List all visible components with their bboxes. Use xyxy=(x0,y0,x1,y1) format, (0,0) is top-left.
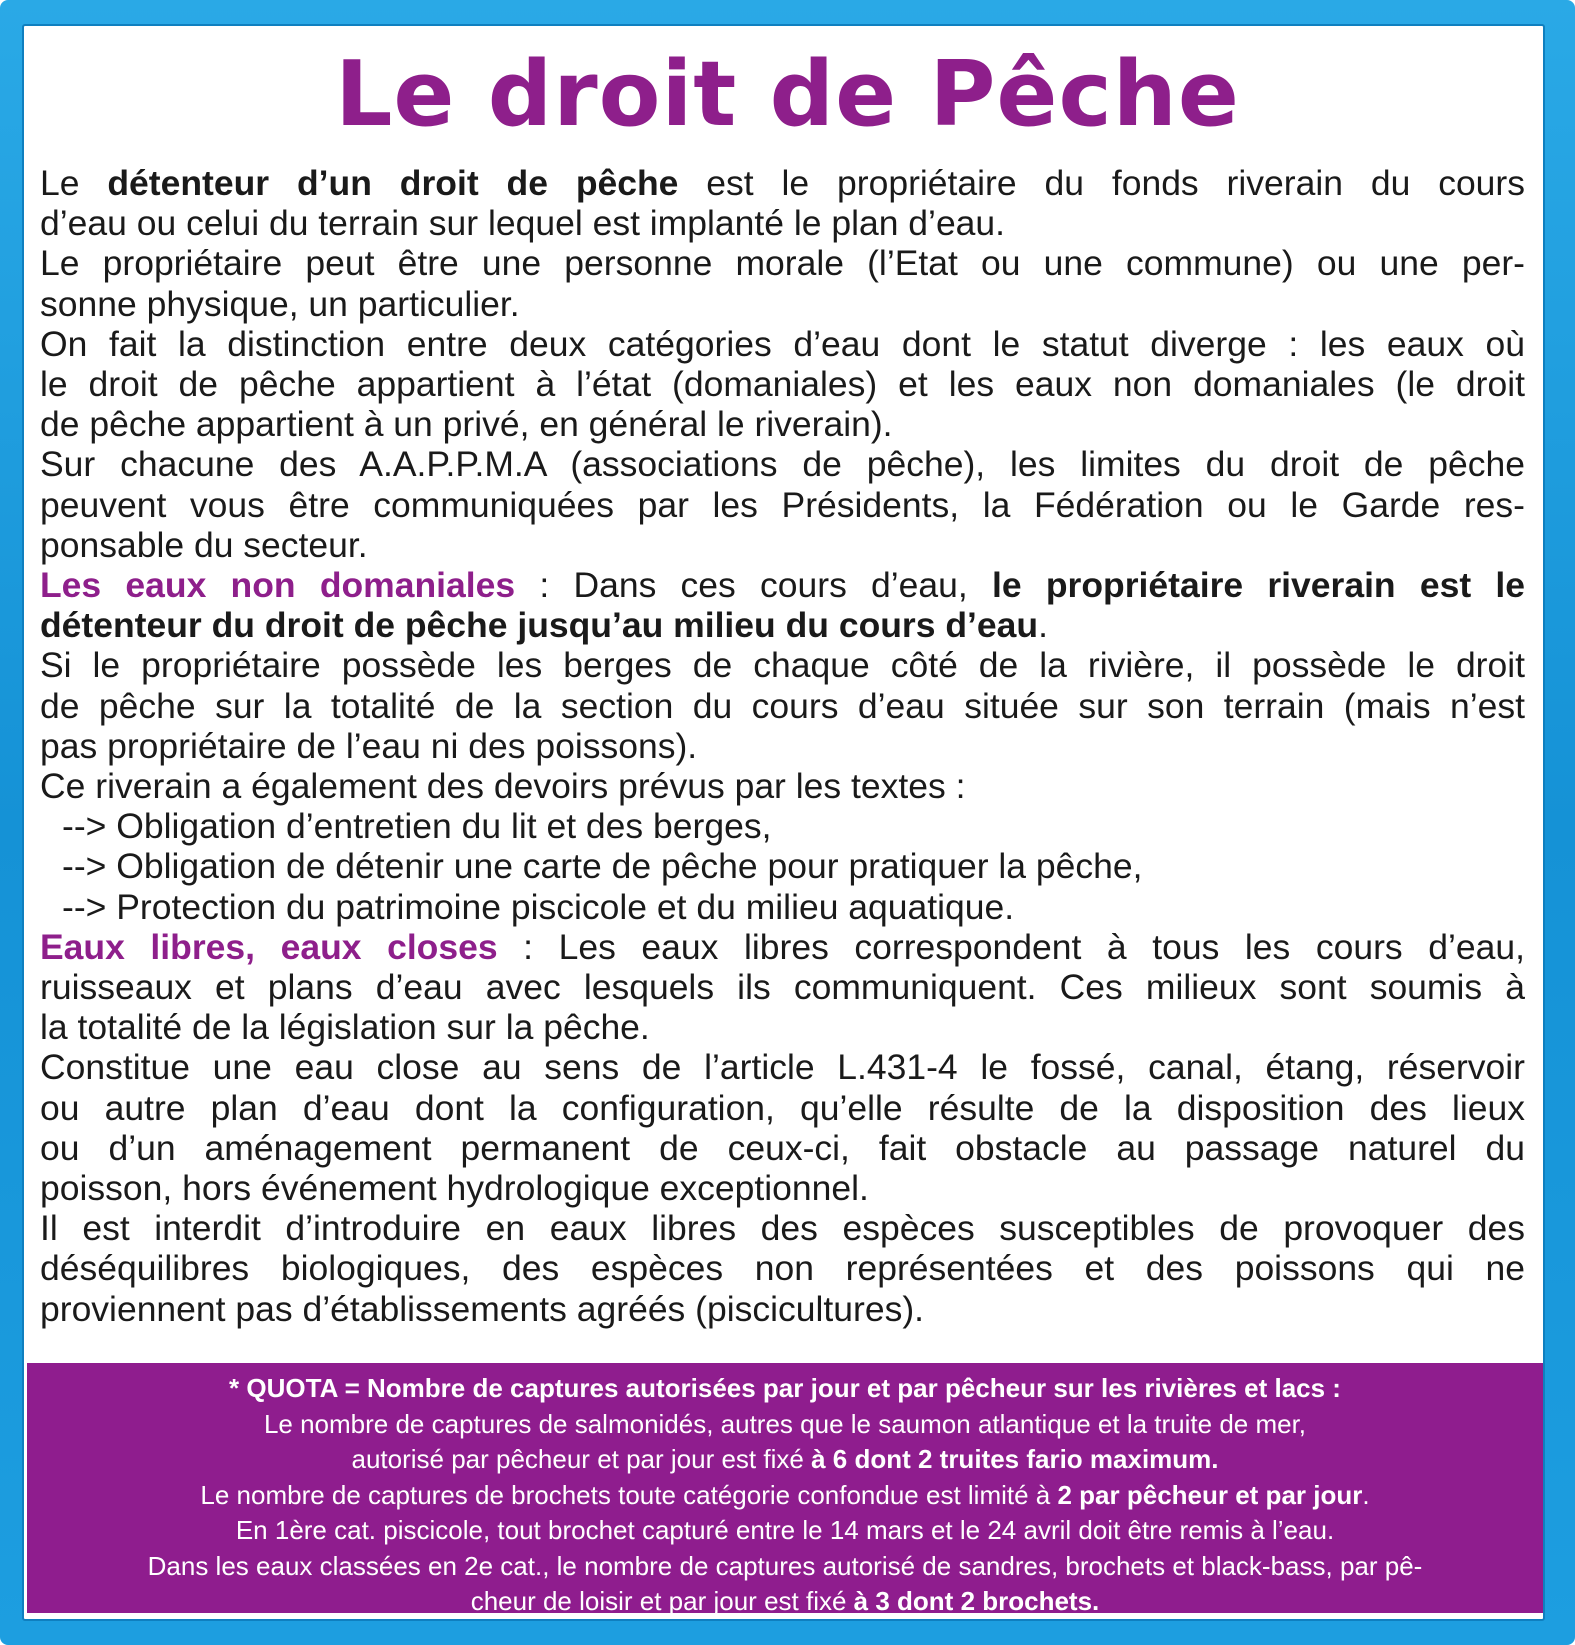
bold-fragment: détenteur d’un droit de pêche xyxy=(107,163,679,203)
text-fragment: cheur de loisir et par jour est fixé xyxy=(470,1586,854,1616)
text-line: d’eau ou celui du terrain sur lequel est implanté le plan d’eau. xyxy=(40,203,1006,244)
quota-line: Dans les eaux classées en 2e cat., le nombre de captures autorisé de sandres, brochets et black-bass, par pê- xyxy=(147,1550,1423,1581)
list-item: --> Protection du patrimoine piscicole et du milieu aquatique. xyxy=(62,886,1015,927)
text-line: le droit de pêche appartient à l’état (domaniales) et les eaux non domaniales (le droit xyxy=(40,364,1525,405)
list-item: --> Obligation de détenir une carte de pêche pour pratiquer la pêche, xyxy=(62,846,1143,887)
text-line: de pêche sur la totalité de la section du cours d’eau située sur son terrain (mais n’est xyxy=(40,685,1525,726)
text-line: proviennent pas d’établissements agréés (piscicultures). xyxy=(40,1288,924,1329)
text-line: ruisseaux et plans d’eau avec lesquels ils communiquent. Ces milieux sont soumis à xyxy=(40,967,1525,1008)
quota-header: * QUOTA = Nombre de captures autorisées par jour et par pêcheur sur les rivières et lacs : xyxy=(229,1373,1341,1403)
text-fragment: . xyxy=(1038,605,1048,646)
quota-box xyxy=(27,1363,1543,1616)
list-item: --> Obligation d’entretien du lit et des berges, xyxy=(62,806,772,847)
quota-line xyxy=(27,1442,1543,1478)
text-line xyxy=(40,163,1525,203)
text-line: la totalité de la législation sur la pêche. xyxy=(40,1007,650,1048)
text-fragment: autorisé par pêcheur et par jour est fixé xyxy=(351,1444,812,1474)
text-fragment: : Les eaux libres correspondent à tous les cours d’eau, xyxy=(497,926,1525,967)
quota-line: Le nombre de captures de salmonidés, autres que le saumon atlantique et la truite de mer, xyxy=(263,1408,1307,1439)
quota-line xyxy=(27,1584,1543,1620)
text-line: peuvent vous être communiquées par les Présidents, la Fédération ou le Garde res- xyxy=(40,484,1525,525)
text-line: ou d’un aménagement permanent de ceux-ci, fait obstacle au passage naturel du xyxy=(40,1127,1525,1168)
bold-fragment: à 3 dont 2 brochets. xyxy=(853,1586,1100,1616)
body-text xyxy=(40,163,1525,1329)
quota-line: En 1ère cat. piscicole, tout brochet capturé entre le 14 mars et le 24 avril doit être remis à l’eau. xyxy=(235,1515,1335,1545)
quota-line xyxy=(27,1478,1543,1514)
text-fragment: Le nombre de captures de brochets toute catégorie confondue est limité à xyxy=(200,1479,1058,1510)
text-line: Il est interdit d’introduire en eaux libres des espèces susceptibles de provoquer des xyxy=(40,1208,1525,1249)
bold-fragment: le propriétaire riverain est le xyxy=(992,565,1525,606)
text-line: de pêche appartient à un privé, en général le riverain). xyxy=(40,404,893,445)
text-line: Ce riverain a également des devoirs prévus par les textes : xyxy=(40,766,966,807)
text-line: déséquilibres biologiques, des espèces non représentées et des poissons qui ne xyxy=(40,1248,1525,1289)
text-line xyxy=(40,565,1525,605)
text-line: sonne physique, un particulier. xyxy=(40,283,520,324)
page-title: Le droit de Pêche xyxy=(335,42,1240,147)
text-line: Constitue une eau close au sens de l’article L.431-4 le fossé, canal, étang, réservoir xyxy=(40,1047,1525,1088)
text-fragment: est le propriétaire du fonds riverain du cours xyxy=(678,163,1526,203)
text-fragment: : Dans ces cours d’eau, xyxy=(515,565,993,606)
text-line: pas propriétaire de l’eau ni des poissons). xyxy=(40,725,698,766)
text-line: Si le propriétaire possède les berges de chaque côté de la rivière, il possède le droit xyxy=(40,645,1525,686)
section-heading-eaux-libres: Eaux libres, eaux closes xyxy=(40,926,498,967)
text-line xyxy=(40,927,1525,967)
text-line xyxy=(40,605,1525,645)
text-line: On fait la distinction entre deux catégories d’eau dont le statut diverge : les eaux où xyxy=(40,323,1525,364)
text-line: poisson, hors événement hydrologique exceptionnel. xyxy=(40,1168,869,1209)
text-line: Sur chacune des A.A.P.P.M.A (associations de pêche), les limites du droit de pêche xyxy=(40,444,1525,485)
bold-fragment: 2 par pêcheur et par jour xyxy=(1057,1479,1363,1510)
text-fragment: Le xyxy=(40,163,108,203)
bold-fragment: à 6 dont 2 truites fario maximum. xyxy=(811,1444,1219,1474)
text-fragment: . xyxy=(1362,1479,1370,1510)
text-line: ou autre plan d’eau dont la configuration, qu’elle résulte de la disposition des lieux xyxy=(40,1087,1525,1128)
section-heading-non-domaniales: Les eaux non domaniales xyxy=(40,565,516,606)
bold-fragment: détenteur du droit de pêche jusqu’au milieu du cours d’eau xyxy=(40,605,1039,646)
text-line: Le propriétaire peut être une personne morale (l’Etat ou une commune) ou une per- xyxy=(40,243,1525,284)
text-line: ponsable du secteur. xyxy=(40,524,368,565)
